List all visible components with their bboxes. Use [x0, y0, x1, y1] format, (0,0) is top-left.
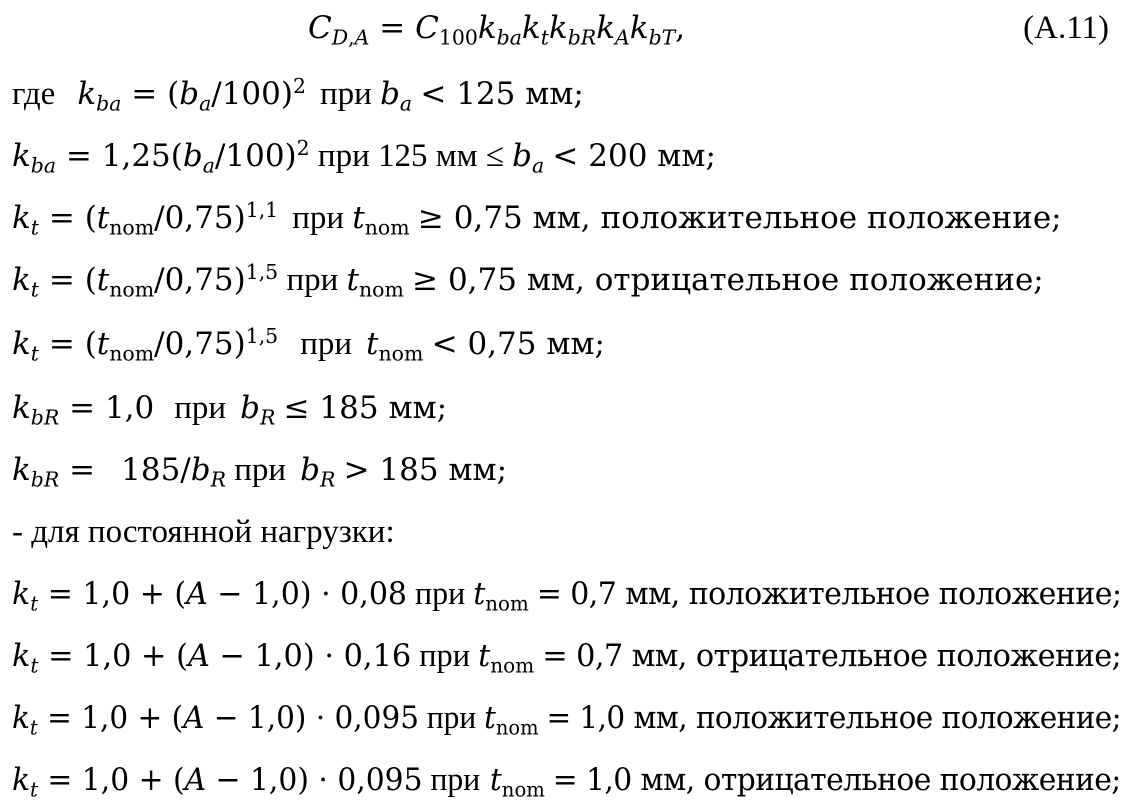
definition-line-2: $k_{ba} = 1,25(b_a/100)^2$ при 125 мм ≤ $b_a < 200$ мм; — [12, 135, 716, 178]
condition-value: > 185 мм; — [343, 452, 508, 488]
condition-value: ≤ 185 мм; — [283, 390, 448, 426]
condition-label: при 125 мм ≤ — [317, 138, 504, 174]
where-label: где — [12, 76, 56, 112]
condition-label: при — [234, 452, 287, 488]
condition-value: ≥ 0,75 мм, положительное положение; — [417, 200, 1062, 236]
main-formula: $C_{D,A} = C_{100}k_{ba}k_tk_{bR}k_Ak_{bT}$, — [308, 10, 686, 50]
condition-label: при — [419, 638, 471, 674]
condition-value: ≥ 0,75 мм, отрицательное положение; — [412, 262, 1044, 298]
condition-label: при — [430, 762, 481, 798]
condition-label: при — [415, 576, 466, 612]
definition-line-9: $k_t = 1,0 + (A - 1,0) \cdot 0,08$ при $t_{nom} = 0,7$ мм, положительное положение; — [12, 576, 1122, 616]
condition-label: при — [292, 200, 345, 236]
definition-line-1: где $k_{ba} = (b_a/100)^2$ при $b_a < 125$ мм; — [12, 73, 584, 116]
condition-value: < 0,75 мм; — [431, 326, 605, 362]
condition-value: < 200 мм; — [552, 138, 716, 174]
condition-value: = 0,7 мм, отрицательное положение; — [542, 638, 1122, 674]
condition-label: при — [319, 76, 372, 112]
formula-number: (A.11) — [1023, 10, 1109, 46]
definition-line-6: $k_{bR} = 1,0$ при $b_R \le 185$ мм; — [12, 390, 448, 430]
definition-line-3: $k_t = (t_{nom}/0,75)^{1,1}$ при $t_{nom} \ge 0,75$ мм, положительное положение; — [12, 197, 1062, 240]
definition-line-4: $k_t = (t_{nom}/0,75)^{1,5}$ при $t_{nom} \ge 0,75$ мм, отрицательное положение; — [12, 259, 1044, 302]
condition-label: при — [426, 700, 477, 736]
condition-label: при — [174, 390, 227, 426]
definition-line-10: $k_t = 1,0 + (A - 1,0) \cdot 0,16$ при $t_{nom} = 0,7$ мм, отрицательное положение; — [12, 638, 1122, 678]
condition-value: = 1,0 мм, отрицательное положение; — [552, 762, 1121, 798]
condition-value: < 125 мм; — [420, 76, 584, 112]
condition-label: при — [286, 262, 339, 298]
definition-line-7: $k_{bR} = 185/b_R$ при $b_R > 185$ мм; — [12, 452, 508, 492]
condition-value: = 0,7 мм, положительное положение; — [536, 576, 1122, 612]
definition-line-5: $k_t = (t_{nom}/0,75)^{1,5}$ при $t_{nom} < 0,75$ мм; — [12, 323, 605, 366]
constant-load-heading: - для постоянной нагрузки: — [12, 514, 395, 550]
condition-label: при — [300, 326, 353, 362]
definition-line-12: $k_t = 1,0 + (A - 1,0) \cdot 0,095$ при $t_{nom} = 1,0$ мм, отрицательное положение; — [12, 762, 1121, 802]
definition-line-11: $k_t = 1,0 + (A - 1,0) \cdot 0,095$ при $t_{nom} = 1,0$ мм, положительное положение; — [12, 700, 1122, 740]
condition-value: = 1,0 мм, положительное положение; — [546, 700, 1122, 736]
